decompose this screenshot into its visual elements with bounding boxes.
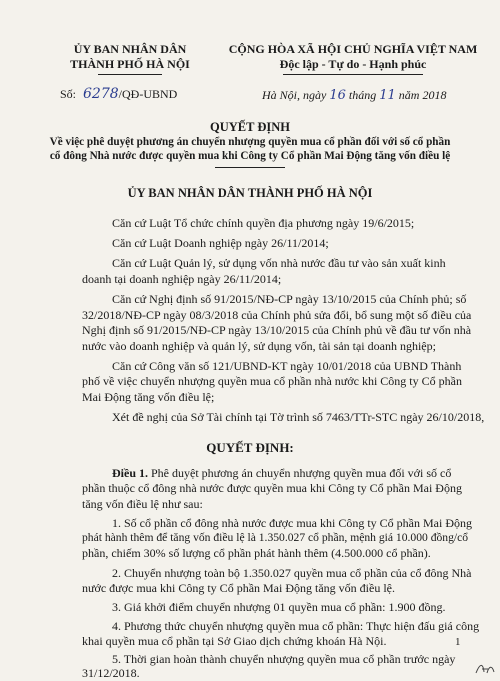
subject-line1: Về việc phê duyệt phương án chuyển nhượng quyền mua cổ phần đối với số cổ phần — [49, 136, 451, 148]
preamble-line: nước vào doanh nghiệp và quản lý, sử dụng vốn, tài sản tại doanh nghiệp; — [82, 339, 436, 353]
number-suffix: /QĐ-UBND — [118, 87, 178, 101]
date-month-label: tháng — [348, 88, 377, 102]
nation-line1: CỘNG HÒA XÃ HỘI CHỦ NGHĨA VIỆT NAM — [228, 42, 478, 56]
item-line: 2. Chuyển nhượng toàn bộ 1.350.027 quyền mua cổ phần của cổ đông Nhà — [112, 566, 472, 580]
issuing-authority: ỦY BAN NHÂN DÂN THÀNH PHỐ HÀ NỘI — [127, 186, 373, 200]
subject-line2: cổ đông Nhà nước được quyền mua khi Công ty Cổ phần Mai Động tăng vốn điều lệ — [49, 150, 451, 162]
article1-line — [112, 466, 451, 481]
article1-text: Phê duyệt phương án chuyển nhượng quyền mua đối với số cổ — [151, 466, 452, 480]
item-line: nước được mua khi Công ty Cổ phần Mai Động tăng vốn điều lệ. — [82, 581, 395, 595]
nation-underline — [283, 74, 423, 75]
decision-heading: QUYẾT ĐỊNH: — [206, 440, 294, 455]
article1-label: Điều 1. — [112, 466, 148, 480]
item-line: 31/12/2018. — [82, 666, 140, 680]
date-prefix: Hà Nội, ngày — [262, 88, 327, 102]
org-underline — [98, 74, 162, 75]
preamble-line: 32/2018/NĐ-CP ngày 08/3/2018 của Chính phủ sửa đổi, bổ sung một số điều của — [82, 308, 472, 322]
document-date — [262, 88, 446, 103]
document-number — [60, 86, 177, 102]
number-label: Số: — [60, 87, 77, 101]
item-line: 3. Giá khởi điểm chuyển nhượng 01 quyền mua cổ phần: 1.900 đồng. — [112, 600, 446, 614]
date-day: 16 — [329, 88, 346, 103]
preamble-line: phố về việc chuyển nhượng quyền mua cổ phần nhà nước khi Công ty Cổ phần — [82, 374, 462, 388]
article1-line: phần thuộc cổ đông nhà nước được quyền mua khi Công ty Cổ phần Mai Động — [82, 481, 462, 495]
preamble-line: Mai Động tăng vốn điều lệ; — [82, 390, 215, 404]
article1-line: tăng vốn điều lệ như sau: — [82, 497, 203, 511]
preamble-line: Căn cứ Luật Quản lý, sử dụng vốn nhà nước đầu tư vào sản xuất kinh — [112, 256, 446, 270]
date-year: năm 2018 — [398, 88, 447, 102]
number-handwritten: 6278 — [83, 86, 119, 102]
item-line: phần, chiếm 30% số lượng cổ phần phát hành thêm (4.500.000 cổ phần). — [82, 546, 431, 560]
preamble-line: Xét đề nghị của Sở Tài chính tại Tờ trình số 7463/TTr-STC ngày 26/10/2018, — [112, 410, 485, 424]
initials-mark-icon — [474, 660, 496, 676]
preamble-line: doanh tại doanh nghiệp ngày 26/11/2014; — [82, 272, 282, 286]
date-month: 11 — [379, 88, 396, 103]
item-line: 4. Phương thức chuyển nhượng quyền mua cổ phần: Thực hiện đấu giá công — [112, 619, 480, 633]
preamble-line: Căn cứ Nghị định số 91/2015/NĐ-CP ngày 13/10/2015 của Chính phủ; số — [112, 292, 467, 306]
org-name-line1: ỦY BAN NHÂN DÂN — [73, 42, 187, 56]
org-name-line2: THÀNH PHỐ HÀ NỘI — [70, 57, 190, 71]
preamble-line: Căn cứ Luật Doanh nghiệp ngày 26/11/2014; — [112, 236, 329, 250]
page-number: 1 — [455, 636, 461, 648]
item-line: phát hành thêm để tăng vốn điều lệ là 1.350.027 cổ phần, mệnh giá 10.000 đồng/cổ — [82, 531, 469, 544]
nation-line2: Độc lập - Tự do - Hạnh phúc — [279, 57, 427, 71]
preamble-line: Căn cứ Công văn số 121/UBND-KT ngày 10/01/2018 của UBND Thành — [112, 359, 462, 373]
preamble-line: Nghị định số 91/2015/NĐ-CP ngày 13/10/2015 của Chính phủ về đầu tư vốn nhà — [82, 323, 472, 337]
item-line: khai quyền mua cổ phần tại Sở Giao dịch chứng khoán Hà Nội. — [82, 634, 387, 648]
preamble-line: Căn cứ Luật Tổ chức chính quyền địa phương ngày 19/6/2015; — [112, 216, 415, 230]
document-title: QUYẾT ĐỊNH — [210, 120, 290, 134]
item-line: 1. Số cổ phần cổ đông nhà nước được mua khi Công ty Cổ phần Mai Động — [112, 516, 472, 530]
title-underline — [215, 167, 285, 168]
item-line: 5. Thời gian hoàn thành chuyển nhượng quyền mua cổ phần trước ngày — [112, 652, 456, 666]
